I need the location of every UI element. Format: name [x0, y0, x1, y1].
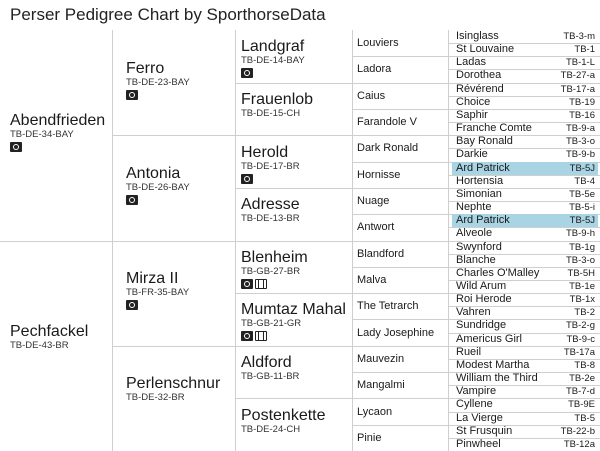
horse-code: TB-16 — [569, 109, 595, 121]
horse-code: TB-DE-43-BR — [10, 339, 69, 351]
horse-code: TB-FR-35-BAY — [126, 287, 190, 299]
horse-entry[interactable] — [452, 412, 598, 425]
horse-entry[interactable] — [452, 122, 598, 135]
horse-entry[interactable] — [126, 376, 234, 404]
horse-name[interactable]: Hortensia — [456, 174, 504, 187]
horse-name[interactable]: Nuage — [357, 195, 390, 208]
horse-code: TB-3-o — [565, 254, 595, 266]
horse-name[interactable]: Mauvezin — [357, 352, 405, 365]
horse-code: TB-DE-26-BAY — [126, 181, 190, 193]
horse-entry[interactable] — [126, 271, 234, 312]
horse-name[interactable]: Rueil — [456, 345, 482, 358]
horse-code: TB-9E — [568, 399, 595, 411]
horse-code: TB-2 — [574, 307, 595, 319]
horse-entry[interactable] — [10, 113, 110, 154]
horse-entry[interactable] — [452, 280, 598, 293]
horse-name[interactable]: Lady Josephine — [357, 326, 435, 339]
media-icons — [241, 68, 351, 80]
horse-name[interactable]: Modest Martha — [456, 358, 530, 371]
horse-name[interactable]: Hornisse — [357, 168, 401, 181]
horse-name[interactable]: Ard Patrick — [456, 214, 510, 227]
horse-code: TB-1-L — [565, 57, 595, 69]
horse-name[interactable]: Abendfrieden — [10, 112, 106, 130]
horse-name[interactable]: Simonian — [456, 187, 502, 200]
horse-entry[interactable] — [452, 96, 598, 109]
horse-entry[interactable] — [452, 227, 598, 240]
horse-name[interactable]: Pechfackel — [10, 322, 89, 340]
horse-entry[interactable] — [452, 425, 598, 438]
horse-name[interactable]: Isinglass — [456, 30, 499, 42]
horse-entry[interactable] — [452, 306, 598, 319]
horse-code: TB-1g — [569, 241, 595, 253]
horse-entry[interactable] — [452, 267, 598, 280]
horse-entry[interactable] — [10, 324, 110, 352]
horse-code: TB-DE-32-BR — [126, 392, 185, 404]
camera-icon[interactable] — [126, 90, 138, 100]
horse-name[interactable]: Frauenlob — [241, 90, 314, 108]
horse-entry[interactable] — [126, 166, 234, 207]
horse-code: TB-DE-15-CH — [241, 107, 301, 119]
horse-code: TB-4 — [574, 175, 595, 187]
horse-name[interactable]: Saphir — [456, 108, 488, 121]
horse-entry[interactable] — [241, 250, 351, 291]
horse-code: TB-5-i — [569, 202, 595, 214]
horse-name[interactable]: Charles O'Malley — [456, 266, 540, 279]
horse-name[interactable]: Dark Ronald — [357, 142, 419, 155]
horse-entry[interactable] — [241, 39, 351, 80]
horse-code: TB-2e — [569, 373, 595, 385]
horse-entry[interactable] — [452, 188, 598, 201]
horse-entry[interactable] — [452, 254, 598, 267]
horse-entry[interactable] — [452, 438, 598, 451]
camera-icon[interactable] — [126, 195, 138, 205]
horse-name[interactable]: Louviers — [357, 37, 399, 50]
horse-code: TB-3-o — [565, 136, 595, 148]
horse-code: TB-9-a — [565, 123, 595, 135]
horse-code: TB-12a — [563, 438, 595, 450]
horse-entry[interactable] — [452, 398, 598, 411]
horse-code: TB-DE-17-BR — [241, 160, 300, 172]
horse-entry[interactable] — [452, 346, 598, 359]
horse-code: TB-GB-21-GR — [241, 318, 302, 330]
horse-name[interactable]: Ard Patrick — [456, 161, 510, 174]
horse-entry[interactable] — [241, 408, 351, 436]
media-icons — [241, 331, 351, 343]
horse-name[interactable]: Franche Comte — [456, 122, 532, 135]
horse-name[interactable]: Landgraf — [241, 38, 305, 56]
horse-entry[interactable] — [452, 359, 598, 372]
film-icon[interactable] — [255, 331, 267, 341]
horse-name[interactable]: Ferro — [126, 59, 165, 77]
horse-code: TB-GB-27-BR — [241, 265, 301, 277]
horse-code: TB-1e — [569, 280, 595, 292]
horse-entry[interactable] — [452, 162, 598, 175]
horse-name[interactable]: William the Third — [456, 372, 538, 385]
horse-code: TB-22-b — [560, 425, 595, 437]
camera-icon[interactable] — [126, 300, 138, 310]
camera-icon[interactable] — [241, 174, 253, 184]
horse-name[interactable]: Ladas — [456, 56, 486, 69]
horse-name[interactable]: Dorothea — [456, 69, 502, 82]
media-icons — [241, 174, 351, 186]
horse-name[interactable]: Antwort — [357, 221, 395, 234]
horse-code: TB-5H — [567, 267, 595, 279]
horse-code: TB-7-d — [565, 386, 595, 398]
horse-entry[interactable] — [452, 83, 598, 96]
horse-name[interactable]: Pinwheel — [456, 437, 501, 450]
horse-code: TB-2-g — [565, 320, 595, 332]
horse-code: TB-1 — [574, 44, 595, 56]
horse-code: TB-5e — [569, 188, 595, 200]
horse-code: TB-3-m — [563, 31, 595, 42]
horse-code: TB-27-a — [560, 70, 595, 82]
horse-name[interactable]: Americus Girl — [456, 332, 523, 345]
horse-name[interactable]: Pinie — [357, 431, 382, 444]
horse-code: TB-DE-34-BAY — [10, 129, 74, 141]
horse-name[interactable]: Roi Herode — [456, 293, 512, 306]
horse-code: TB-17-a — [560, 83, 595, 95]
horse-entry[interactable] — [452, 56, 598, 69]
horse-name[interactable]: Ladora — [357, 63, 392, 76]
horse-name[interactable]: Blanche — [456, 253, 496, 266]
horse-code: TB-9-h — [565, 228, 595, 240]
horse-name[interactable]: Postenkette — [241, 406, 326, 424]
camera-icon[interactable] — [10, 142, 22, 152]
horse-code: TB-17a — [563, 346, 595, 358]
horse-name[interactable]: Bay Ronald — [456, 135, 513, 148]
horse-name[interactable]: Cyllene — [456, 398, 493, 411]
film-icon[interactable] — [255, 279, 267, 289]
horse-code: TB-5J — [569, 162, 595, 174]
media-icons — [10, 142, 110, 154]
horse-code: TB-9-c — [566, 333, 595, 345]
horse-entry[interactable] — [452, 175, 598, 188]
horse-entry[interactable] — [452, 135, 598, 148]
media-icons — [241, 279, 351, 291]
horse-code: TB-9-b — [565, 149, 595, 161]
media-icons — [126, 195, 234, 207]
horse-name[interactable]: Sundridge — [456, 319, 507, 332]
horse-entry[interactable] — [241, 92, 351, 120]
horse-code: TB-DE-14-BAY — [241, 55, 305, 67]
horse-name[interactable]: Adresse — [241, 196, 300, 214]
horse-entry[interactable] — [452, 43, 598, 56]
horse-name[interactable]: Mirza II — [126, 270, 179, 288]
horse-name[interactable]: Mumtaz Mahal — [241, 301, 346, 319]
horse-entry[interactable] — [452, 109, 598, 122]
camera-icon[interactable] — [241, 68, 253, 78]
horse-name[interactable]: Aldford — [241, 354, 292, 372]
horse-name[interactable]: Blandford — [357, 247, 405, 260]
horse-code: TB-DE-13-BR — [241, 213, 300, 225]
horse-entry[interactable] — [452, 385, 598, 398]
horse-entry[interactable] — [452, 30, 598, 43]
horse-name[interactable]: The Tetrarch — [357, 300, 419, 313]
horse-code: TB-DE-23-BAY — [126, 76, 190, 88]
horse-name[interactable]: Perlenschnur — [126, 375, 221, 393]
horse-entry[interactable] — [452, 372, 598, 385]
camera-icon[interactable] — [241, 331, 253, 341]
horse-entry[interactable] — [452, 333, 598, 346]
horse-name[interactable]: Swynford — [456, 240, 502, 253]
horse-name[interactable]: Alveole — [456, 227, 493, 240]
horse-name[interactable]: Lycaon — [357, 405, 393, 418]
horse-code: TB-1x — [569, 294, 595, 306]
horse-entry[interactable] — [452, 69, 598, 82]
horse-name[interactable]: Vahren — [456, 306, 491, 319]
page-title: Perser Pedigree Chart by SporthorseData — [10, 5, 326, 24]
horse-code: TB-5J — [569, 215, 595, 227]
horse-name[interactable]: Antonia — [126, 164, 181, 182]
horse-name[interactable]: Wild Arum — [456, 279, 507, 292]
horse-entry[interactable] — [452, 293, 598, 306]
horse-entry[interactable] — [452, 241, 598, 254]
horse-name[interactable]: Blenheim — [241, 248, 308, 266]
horse-entry[interactable] — [241, 197, 351, 225]
horse-entry[interactable] — [126, 61, 234, 102]
horse-name[interactable]: Darkie — [456, 148, 488, 161]
horse-code: TB-5 — [574, 412, 595, 424]
horse-name[interactable]: Mangalmi — [357, 379, 405, 392]
horse-entry[interactable] — [452, 148, 598, 161]
horse-name[interactable]: Choice — [456, 95, 491, 108]
horse-name[interactable]: Farandole V — [357, 116, 417, 129]
horse-entry[interactable] — [452, 319, 598, 332]
horse-name[interactable]: Malva — [357, 273, 387, 286]
horse-name[interactable]: Caius — [357, 89, 386, 102]
horse-entry[interactable] — [241, 355, 351, 383]
horse-entry[interactable] — [452, 214, 598, 227]
horse-code: TB-DE-24-CH — [241, 423, 301, 435]
horse-code: TB-19 — [569, 96, 595, 108]
horse-name[interactable]: Herold — [241, 143, 289, 161]
horse-name[interactable]: Révérend — [456, 82, 504, 95]
horse-code: TB-GB-11-BR — [241, 371, 300, 383]
horse-entry[interactable] — [452, 201, 598, 214]
pedigree-chart — [0, 30, 600, 451]
horse-name[interactable]: Nephte — [456, 201, 492, 214]
media-icons — [126, 90, 234, 102]
media-icons — [126, 300, 234, 312]
horse-name[interactable]: St Louvaine — [456, 43, 515, 56]
horse-code: TB-8 — [574, 359, 595, 371]
horse-name[interactable]: St Frusquin — [456, 424, 513, 437]
horse-name[interactable]: Vampire — [456, 385, 497, 398]
horse-entry[interactable] — [241, 302, 351, 343]
horse-name[interactable]: La Vierge — [456, 411, 503, 424]
horse-entry[interactable] — [241, 145, 351, 186]
camera-icon[interactable] — [241, 279, 253, 289]
